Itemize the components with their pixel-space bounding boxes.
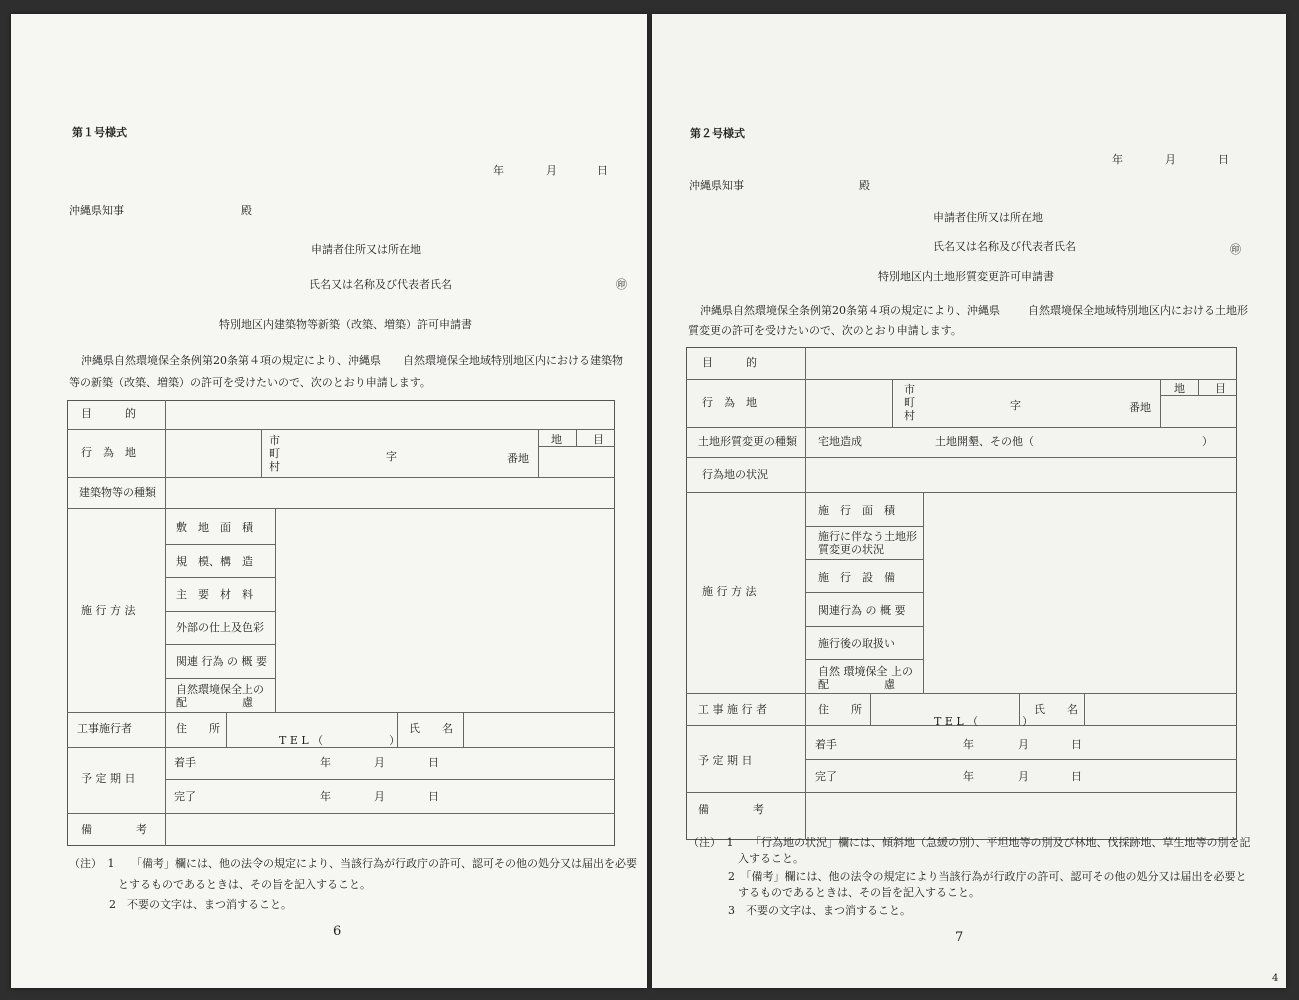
kind-close-paren: ）	[1202, 435, 1213, 448]
body-text-1b: 自然環境保全地域特別地区内における土地形	[1028, 304, 1248, 317]
note-2b: するものであるときは、その旨を記入すること。	[738, 886, 980, 899]
method-item-7: 配 慮	[176, 696, 253, 709]
row-remarks: 備 考	[698, 803, 764, 816]
cell-aza: 字	[1010, 399, 1021, 412]
end-day: 日	[428, 790, 439, 803]
date-year: 年	[1112, 153, 1123, 166]
method-item-6: 施行後の取扱い	[818, 637, 895, 650]
schedule-end: 完了	[174, 790, 196, 803]
row-remarks: 備 考	[81, 823, 147, 836]
applicant-name-label: 氏名又は名称及び代表者氏名	[309, 278, 452, 291]
end-month: 月	[374, 790, 385, 803]
body-text-1b: 自然環境保全地域特別地区内における建築物	[403, 354, 623, 367]
body-text-1: 沖縄県自然環境保全条例第20条第４項の規定により、沖縄県	[81, 354, 381, 367]
right-page	[652, 14, 1286, 988]
end-day: 日	[1071, 770, 1082, 783]
method-item-5: 関連行為 の 概 要	[818, 604, 906, 617]
applicant-address-label: 申請者住所又は所在地	[933, 211, 1043, 224]
form-number-label: 第２号様式	[690, 127, 745, 140]
row-method: 施 行 方 法	[702, 585, 757, 598]
contractor-name: 氏 名	[1034, 703, 1078, 716]
kind-other: 土地開墾、その他（	[935, 435, 1034, 448]
cell-village: 村	[904, 409, 915, 422]
honorific: 殿	[241, 204, 252, 217]
row-schedule: 予 定 期 日	[698, 754, 753, 767]
application-table	[686, 347, 1237, 840]
cell-moku: 目	[593, 433, 604, 446]
start-year: 年	[320, 756, 331, 769]
row-site: 行 為 地	[702, 396, 757, 409]
body-text-2: 等の新築（改築、増築）の許可を受けたいので、次のとおり申請します。	[69, 376, 431, 389]
left-page	[11, 14, 647, 988]
schedule-end: 完了	[815, 770, 837, 783]
body-text-1: 沖縄県自然環境保全条例第20条第４項の規定により、沖縄県	[700, 304, 1000, 317]
method-item-2: 規 模、構 造	[176, 555, 253, 568]
honorific: 殿	[859, 179, 870, 192]
method-item-5: 関連 行為 の 概 要	[176, 655, 267, 668]
cell-town: 町	[904, 396, 915, 409]
contractor-address: 住 所	[176, 722, 220, 735]
start-year: 年	[963, 738, 974, 751]
method-item-8: 配 慮	[818, 678, 895, 691]
notes-head: （注） 1	[688, 836, 734, 849]
row-schedule: 予 定 期 日	[81, 772, 136, 785]
date-year: 年	[493, 164, 504, 177]
row-kind: 建築物等の種類	[79, 486, 156, 499]
note-2a: 2 「備考」欄には、他の法令の規定により当該行為が行政庁の許可、認可その他の処分又は届出を必要と	[728, 870, 1247, 883]
cell-village: 村	[269, 460, 280, 473]
date-day: 日	[597, 164, 608, 177]
row-method: 施 行 方 法	[81, 604, 136, 617]
notes-head: （注） 1	[69, 857, 115, 870]
contractor-name: 氏 名	[409, 722, 453, 735]
cell-aza: 字	[386, 450, 397, 463]
method-item-3: 質変更の状況	[818, 543, 884, 556]
seal-mark: ㊞	[1230, 243, 1241, 256]
method-item-3: 主 要 材 料	[176, 588, 253, 601]
contractor-tel: T E L （ ）	[279, 734, 401, 747]
end-year: 年	[963, 770, 974, 783]
addressee: 沖縄県知事	[69, 204, 124, 217]
note-1b: とするものであるときは、その旨を記入すること。	[118, 878, 371, 891]
method-item-7: 自然 環境保全 上の	[818, 665, 913, 678]
form-title: 特別地区内土地形質変更許可申請書	[878, 270, 1054, 283]
row-purpose: 目 的	[81, 407, 136, 420]
page-number: 6	[333, 924, 342, 939]
date-day: 日	[1218, 153, 1229, 166]
form-title: 特別地区内建築物等新築（改築、増築）許可申請書	[219, 318, 472, 331]
note-1a: 「行為地の状況」欄には、傾斜地（急緩の別）、平坦地等の別及び林地、伐採跡地、草生地等の別を記	[750, 836, 1251, 849]
note-1b: 入すること。	[738, 852, 804, 865]
applicant-address-label: 申請者住所又は所在地	[311, 243, 421, 256]
contractor-address: 住 所	[818, 703, 862, 716]
cell-city: 市	[269, 434, 280, 447]
cell-chi: 地	[551, 433, 562, 446]
date-month: 月	[546, 164, 557, 177]
body-text-2: 質変更の許可を受けたいので、次のとおり申請します。	[688, 324, 962, 337]
note-3: 3 不要の文字は、まつ消すること。	[728, 904, 911, 917]
start-day: 日	[1071, 738, 1082, 751]
method-item-1: 施 行 面 積	[818, 504, 895, 517]
row-status: 行為地の状況	[702, 468, 768, 481]
date-month: 月	[1165, 153, 1176, 166]
start-day: 日	[428, 756, 439, 769]
end-year: 年	[320, 790, 331, 803]
start-month: 月	[374, 756, 385, 769]
cell-banchi: 番地	[507, 452, 529, 465]
addressee: 沖縄県知事	[689, 179, 744, 192]
row-purpose: 目 的	[702, 356, 757, 369]
contractor-tel: T E L （ ）	[934, 715, 1034, 728]
end-month: 月	[1018, 770, 1029, 783]
form-number-label: 第１号様式	[72, 126, 127, 139]
method-item-6: 自然環境保全上の	[176, 683, 264, 696]
cell-moku: 目	[1215, 382, 1226, 395]
cell-town: 町	[269, 447, 280, 460]
row-site: 行 為 地	[81, 446, 136, 459]
row-contractor: 工事施行者	[77, 722, 132, 735]
cell-chi: 地	[1174, 382, 1185, 395]
row-contractor: 工 事 施 行 者	[698, 703, 767, 716]
page-number: 7	[955, 930, 964, 945]
schedule-start: 着手	[174, 756, 196, 769]
corner-mark: 4	[1272, 973, 1279, 984]
note-1a: 「備考」欄には、他の法令の規定により、当該行為が行政庁の許可、認可その他の処分又は届出を必要	[131, 857, 637, 870]
start-month: 月	[1018, 738, 1029, 751]
method-item-1: 敷 地 面 積	[176, 521, 253, 534]
kind-residential: 宅地造成	[818, 435, 862, 448]
method-item-4: 外部の仕上及色彩	[176, 621, 264, 634]
cell-city: 市	[904, 383, 915, 396]
cell-banchi: 番地	[1129, 401, 1151, 414]
seal-mark: ㊞	[616, 278, 627, 291]
method-item-2: 施行に伴なう土地形	[818, 530, 917, 543]
note-2: 2 不要の文字は、まつ消すること。	[109, 898, 292, 911]
method-item-4: 施 行 設 備	[818, 571, 895, 584]
applicant-name-label: 氏名又は名称及び代表者氏名	[933, 240, 1076, 253]
schedule-start: 着手	[815, 738, 837, 751]
row-kind: 土地形質変更の種類	[698, 435, 797, 448]
